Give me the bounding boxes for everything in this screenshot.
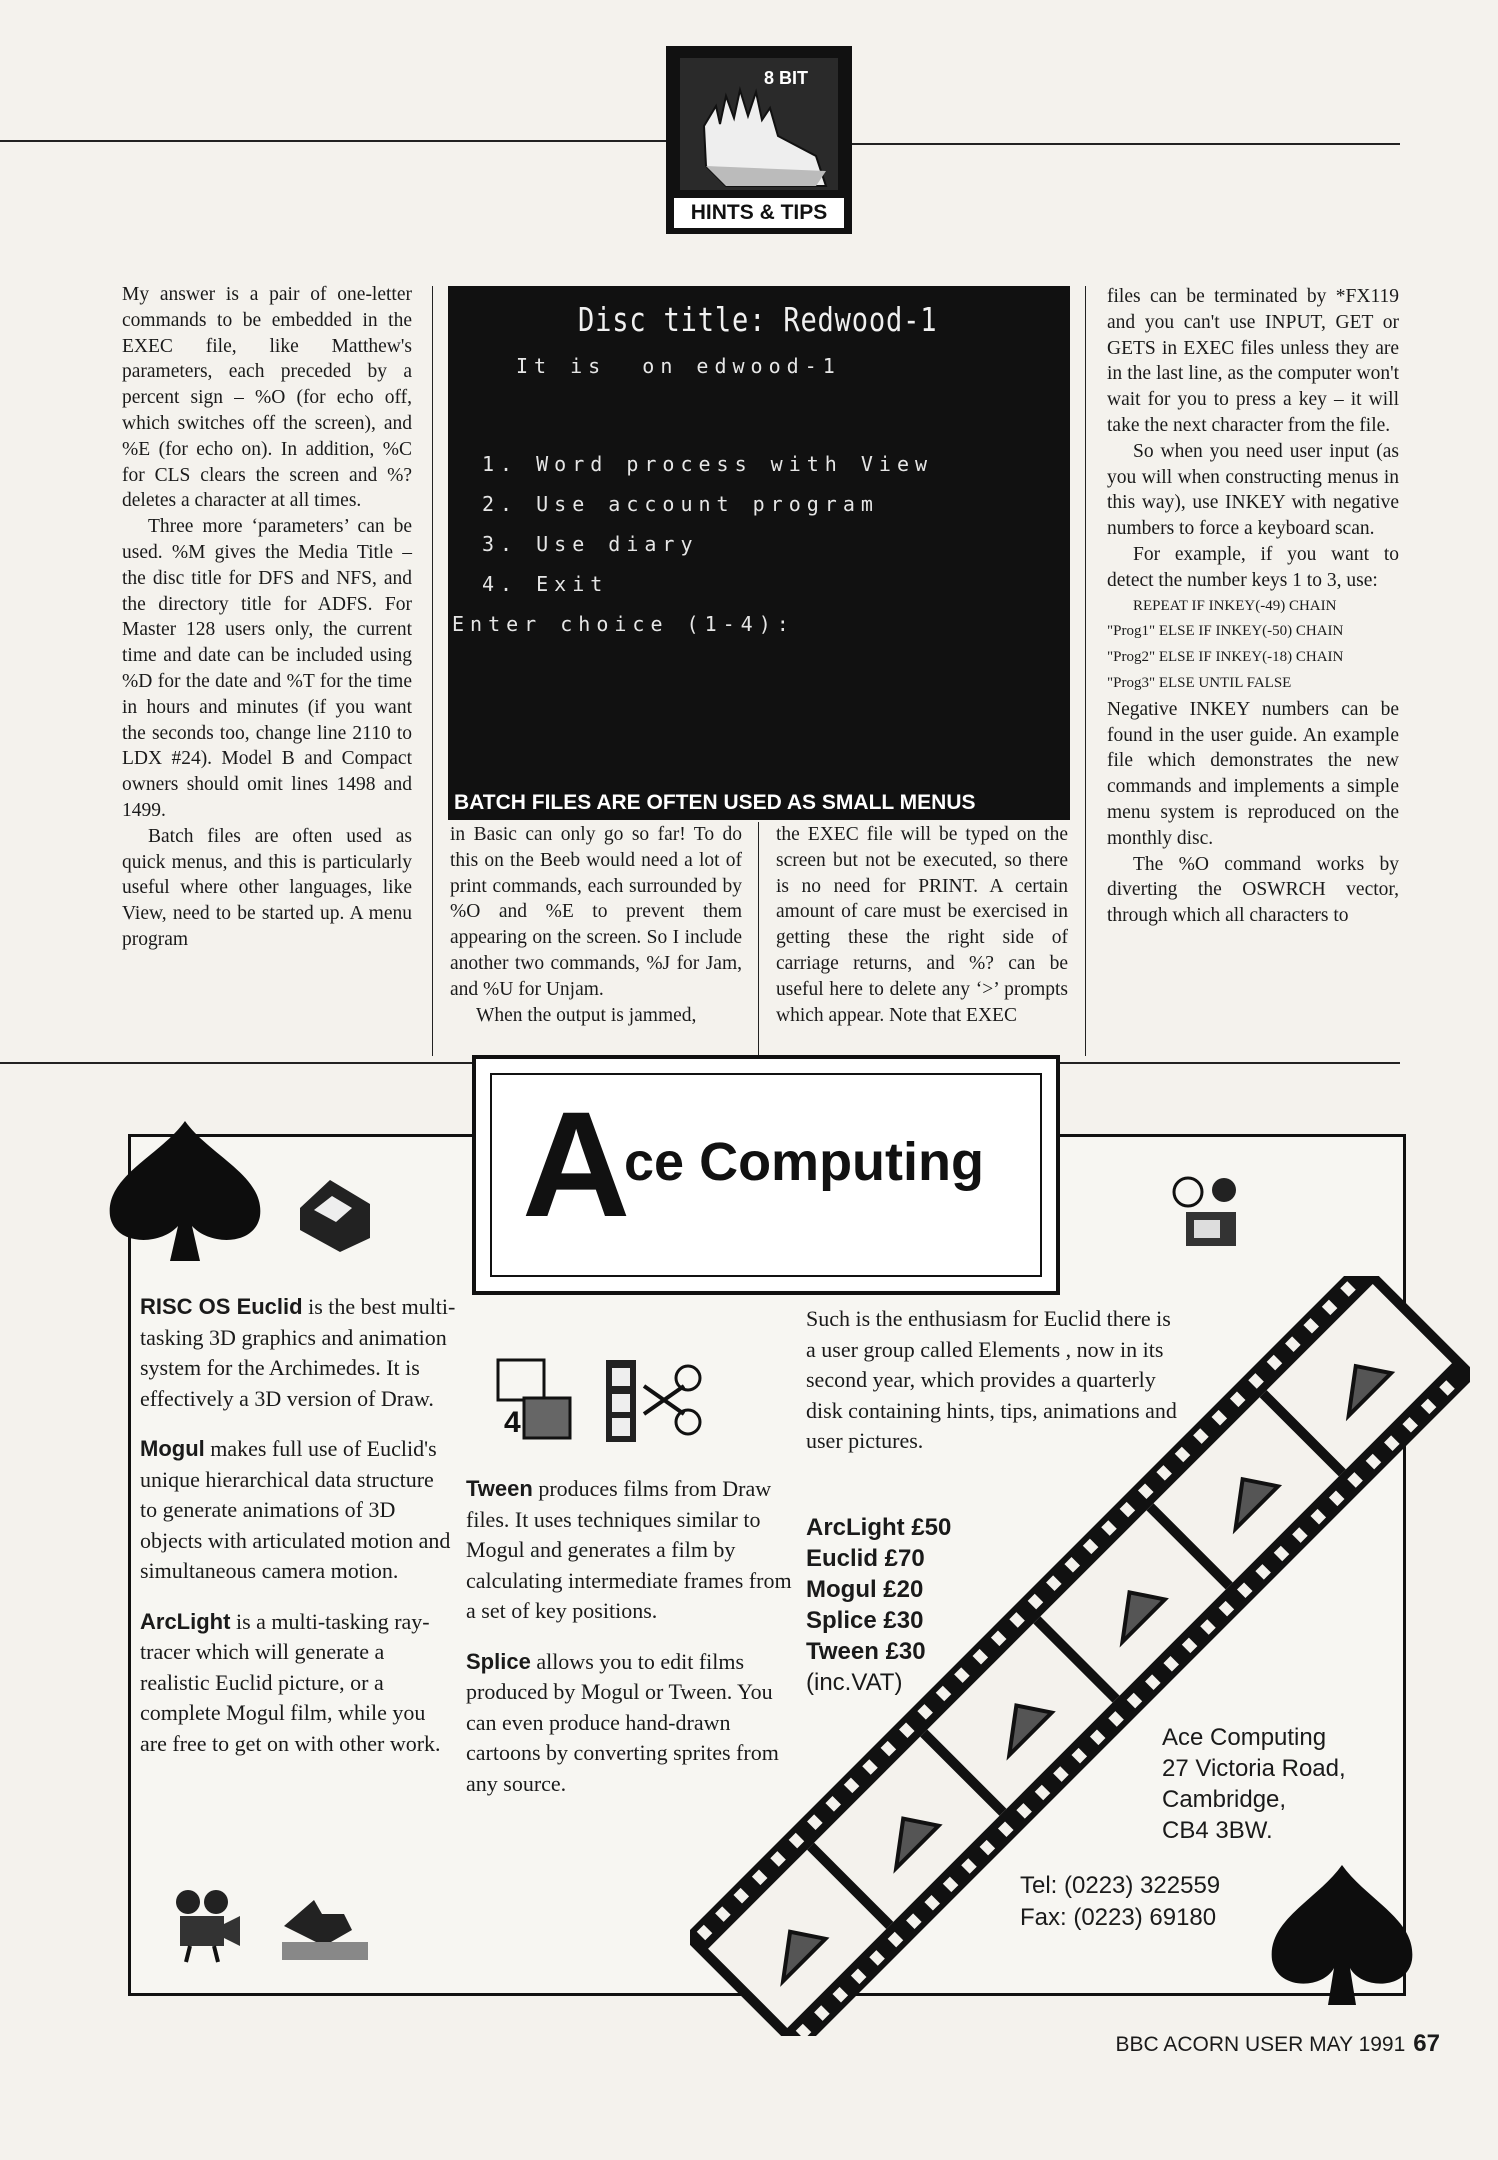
ad-product-arclight [140, 1607, 456, 1760]
paragraph: The %O command works by diverting the OSWRCH vector, through which all characters to [1107, 853, 1399, 927]
paragraph: For example, if you want to detect the number keys 1 to 3, use: [1107, 543, 1399, 591]
svg-text:4: 4 [504, 1406, 521, 1439]
screen-menu-item: 1. Word process with View [482, 452, 934, 476]
screenshot-caption: BATCH FILES ARE OFTEN USED AS SMALL MENUS [448, 786, 1070, 820]
hints-tips-logo [666, 46, 852, 234]
screen-title: Disc title: Redwood-1 [578, 300, 938, 339]
price-item: Tween £30 [806, 1638, 926, 1665]
page-footer [1115, 2030, 1440, 2058]
cine-camera-icon [166, 1884, 246, 1964]
ad-title-box [472, 1055, 1060, 1295]
price-item: Splice £30 [806, 1607, 924, 1634]
ad-product-mogul [140, 1434, 456, 1587]
logo-badge: 8 BIT [764, 68, 809, 88]
ad-brand-name: ce Computing [624, 1132, 984, 1192]
product-name: Tween [466, 1476, 533, 1501]
paragraph: My answer is a pair of one-letter commands to be embedded in the EXEC file, like Matthew's parameters, each preceded by a percent sign – %O (for echo off, which switches off the screen), and %E (for echo on). In addition, %C for CLS clears the screen and %? deletes a character at all times. [122, 284, 412, 512]
cube-icon [290, 1168, 380, 1258]
ad-fax: Fax: (0223) 69180 [1020, 1904, 1217, 1931]
product-text: makes full use of Euclid's unique hierarchical data structure to generate animations of 3D objects with articulated motion and simultaneous camera motion. [140, 1436, 451, 1583]
ad-telephone: Tel: (0223) 322559 [1020, 1872, 1221, 1899]
paragraph: the EXEC file will be typed on the screen but not be executed, so there is no need for PRINT. A certain amount of care must be exercised in getting these the right side of carriage returns, and %? can be useful here to delete any ‘>’ prompts which appear. Note that EXEC [776, 824, 1068, 1026]
paragraph: files can be terminated by *FX119 and you can't use INPUT, GET or GETS in EXEC files unless they are in the last line, as the computer won't wait for you to press a key – it will take the next character from the file. [1107, 286, 1399, 436]
screen-menu-item: 3. Use diary [482, 532, 699, 556]
product-name: Mogul [140, 1436, 205, 1461]
screen-menu-item: 4. Exit [482, 572, 609, 596]
code-line: "Prog3" ELSE UNTIL FALSE [1107, 674, 1292, 691]
column-divider [758, 822, 759, 1056]
ad-right-intro: Such is the enthusiasm for Euclid there is a user group called Elements , now in its second year, which provides a quarterly disk containing hints, tips, animations and user pictures. [806, 1306, 1177, 1453]
ad-address [1162, 1722, 1382, 1846]
address-line: Cambridge, [1162, 1786, 1287, 1813]
code-line: REPEAT IF INKEY(-49) CHAIN [1133, 597, 1337, 614]
paragraph: in Basic can only go so far! To do this on the Beeb would need a lot of print commands, each surrounded by %O and %E to prevent them appearing on the screen. So I include another two commands, %J for Jam, and %U for Unjam. [450, 824, 742, 1000]
article-column-4 [1107, 284, 1399, 929]
ad-product-euclid [140, 1292, 456, 1414]
code-line: "Prog2" ELSE IF INKEY(-18) CHAIN [1107, 649, 1344, 666]
magazine-issue: BBC ACORN USER MAY 1991 [1115, 2033, 1406, 2056]
screen-subtitle: It is on edwood-1 [516, 354, 841, 378]
paragraph: Negative INKEY numbers can be found in the user guide. An example file which demonstrates the new commands and implements a simple menu system is reproduced on the monthly disc. [1107, 698, 1399, 849]
ad-left-column [140, 1292, 456, 1779]
price-item: ArcLight £50 [806, 1514, 952, 1541]
pointing-hand-icon [274, 1886, 374, 1966]
spade-icon [1262, 1860, 1422, 2010]
header-rule-left [0, 140, 666, 142]
article-column-2 [450, 822, 742, 1028]
price-item: Mogul £20 [806, 1576, 924, 1603]
logo-label: HINTS & TIPS [674, 198, 844, 228]
article-column-1 [122, 282, 412, 953]
spade-icon [100, 1116, 270, 1266]
screen-menu-item: 2. Use account program [482, 492, 879, 516]
header-rule-right [852, 143, 1400, 145]
price-item: Euclid £70 [806, 1545, 925, 1572]
column-divider [1085, 286, 1086, 1056]
address-line: 27 Victoria Road, [1162, 1755, 1346, 1782]
camera-operator-icon [1168, 1172, 1248, 1262]
address-line: CB4 3BW. [1162, 1817, 1273, 1844]
screenshot-menu [448, 286, 1070, 820]
product-text: produces films from Draw files. It uses techniques similar to Mogul and generates a film by calculating intermediate frames from a set of key positions. [466, 1476, 792, 1623]
price-note: (inc.VAT) [806, 1669, 903, 1696]
product-text: is a multi-tasking ray-tracer which will generate a realistic Euclid picture, or a complete Mogul film, while you are free to get on with other work. [140, 1608, 441, 1756]
paragraph: Three more ‘parameters’ can be used. %M gives the Media Title – the disc title for DFS and NFS, and the directory title for ADFS. For Master 128 users only, the current time and date can be included using %D for the date and %T for the time in hours and minutes (if you want the seconds too, change line 2110 to LDX #24). Model B and Compact owners should omit lines 1498 and 1499. [122, 516, 412, 821]
product-text: allows you to edit films produced by Mogul or Tween. You can even produce hand-drawn cartoons by converting sprites from any source. [466, 1648, 779, 1796]
paragraph: So when you need user input (as you will when constructing menus in this way), use INKEY with negative numbers to force a keyboard scan. [1107, 440, 1399, 540]
article-column-3 [776, 822, 1068, 1028]
ad-brand-initial: A [522, 1080, 631, 1248]
code-line: "Prog1" ELSE IF INKEY(-50) CHAIN [1107, 623, 1344, 640]
product-name: Splice [466, 1648, 531, 1674]
screen-prompt: Enter choice (1-4): [452, 612, 795, 636]
column-divider [432, 286, 433, 1056]
paragraph: When the output is jammed, [476, 1004, 697, 1026]
page-number: 67 [1413, 2030, 1440, 2057]
product-text: is the best multi-tasking 3D graphics and animation system for the Archimedes. It is effectively a 3D version of Draw. [140, 1294, 456, 1411]
address-line: Ace Computing [1162, 1724, 1327, 1751]
product-name: ArcLight [140, 1608, 231, 1634]
product-name: RISC OS Euclid [140, 1294, 303, 1319]
paragraph: Batch files are often used as quick menus, and this is particularly useful where other languages, like View, need to be started up. A menu program [122, 825, 412, 950]
